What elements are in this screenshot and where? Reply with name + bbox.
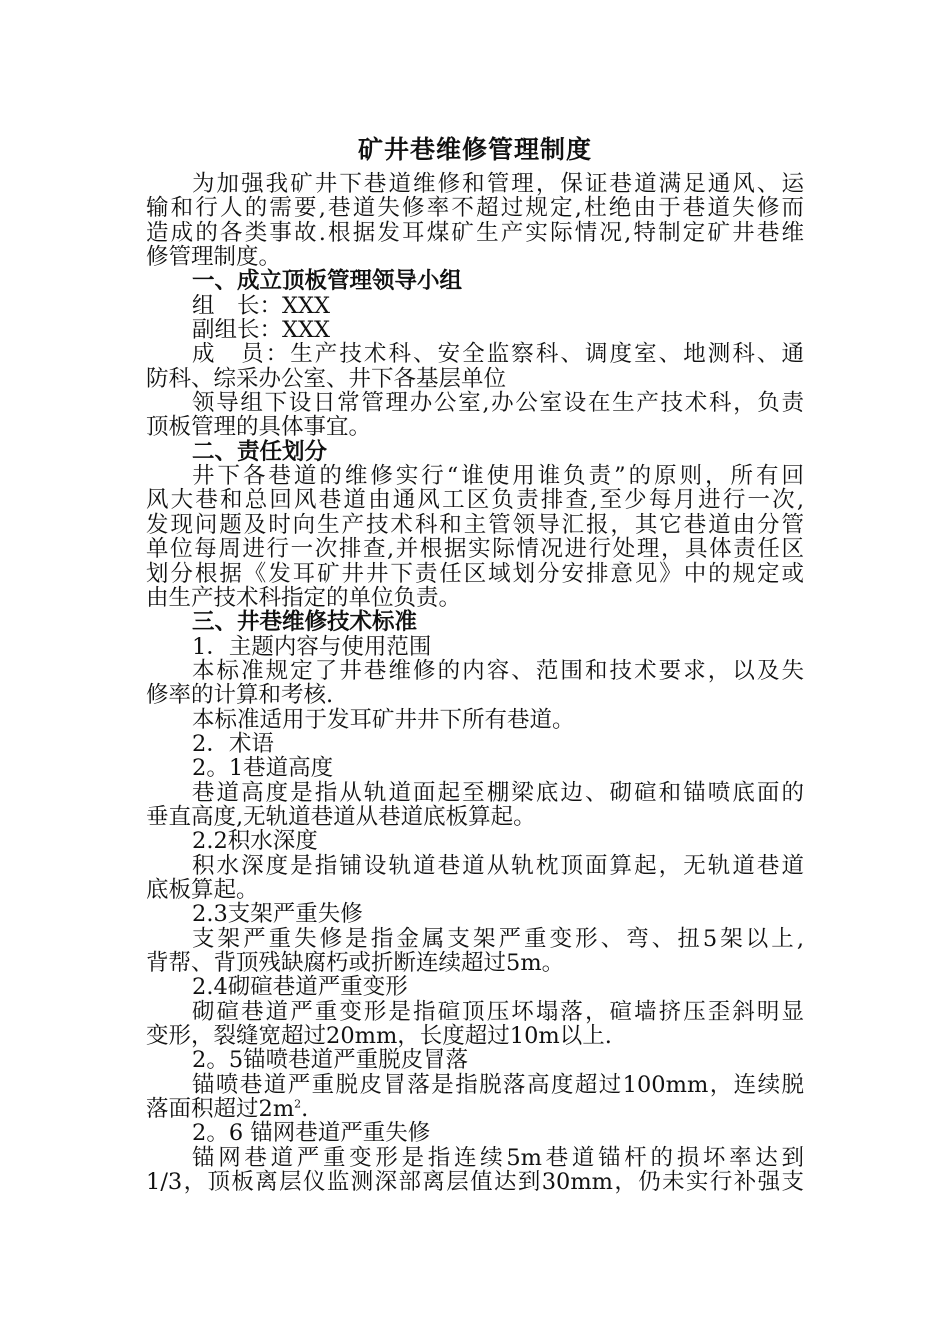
text-line: 变形，裂缝宽超过20mm，长度超过10m以上.: [146, 1023, 612, 1050]
text-line: 背帮、背顶残缺腐朽或折断连续超过5m。: [146, 950, 565, 976]
text-line: 顶板管理的具体事宜。: [146, 414, 372, 441]
text-line: 单位每周进行一次排查,并根据实际情况进行处理，具体责任区: [146, 536, 804, 563]
text-line: 造成的各类事故.根据发耳煤矿生产实际情况,特制定矿井巷维: [146, 219, 804, 246]
responsibility-paragraph: [146, 464, 804, 610]
text-line: 锚网巷道严重变形是指连续5m巷道锚杆的损坏率达到: [192, 1144, 804, 1171]
scope-apply: 本标准适用于发耳矿井井下所有巷道。: [192, 706, 575, 733]
text-line: 风大巷和总回风巷道由通风工区负责排查,至少每月进行一次,: [146, 487, 804, 514]
text-line: 为加强我矿井下巷道维修和管理，保证巷道满足通风、运: [192, 171, 804, 197]
text-line: 积水深度是指铺设轨道巷道从轨枕顶面算起，无轨道巷道: [192, 852, 804, 879]
term-definition: [146, 1000, 804, 1049]
term-title: 2。1巷道高度: [192, 755, 334, 782]
section-heading-1: 一、成立顶板管理领导小组: [192, 268, 463, 295]
text-line: 防科、综采办公室、井下各基层单位: [146, 365, 507, 392]
intro-paragraph: [146, 172, 804, 269]
group-leader: 组 长：XXX: [192, 292, 331, 319]
text-line: 修率的计算和考核.: [146, 682, 334, 709]
term-definition: [146, 1146, 804, 1195]
section-heading-3: 三、井巷维修技术标准: [192, 609, 418, 636]
text-line: 划分根据《发耳矿井井下责任区域划分安排意见》中的规定或: [146, 560, 804, 587]
text-line: [146, 1097, 804, 1121]
superscript: 2: [294, 1097, 302, 1111]
text-line: 成 员：生产技术科、安全监察科、调度室、地测科、通: [192, 341, 804, 368]
section-heading-2: 二、责任划分: [192, 438, 328, 465]
text-line: 锚喷巷道严重脱皮冒落是指脱落高度超过100mm，连续脱: [192, 1071, 804, 1098]
text-line: 发现问题及时向生产技术科和主管领导汇报，其它巷道由分管: [146, 511, 804, 538]
group-members: [146, 342, 804, 391]
text-line: 领导组下设日常管理办公室,办公室设在生产技术科，负责: [192, 390, 804, 417]
office-paragraph: [146, 391, 804, 440]
term-definition: [146, 1073, 804, 1122]
term-title: 2。5锚喷巷道严重脱皮冒落: [192, 1047, 469, 1074]
text-line: 输和行人的需要,巷道失修率不超过规定,杜绝由于巷道失修而: [146, 195, 804, 222]
text-line: 井下各巷道的维修实行“谁使用谁负责”的原则，所有回: [192, 463, 804, 490]
term-definition: [146, 854, 804, 903]
text-line: 修管理制度。: [146, 244, 282, 271]
document-page: [146, 128, 804, 1194]
subsection-title: 1．主题内容与使用范围: [192, 633, 432, 660]
text-line: 垂直高度,无轨道巷道从巷道底板算起。: [146, 803, 536, 830]
text-line: 支架严重失修是指金属支架严重变形、弯、扭5架以上,: [192, 925, 804, 952]
scope-paragraph: [146, 659, 804, 708]
term-definition: [146, 927, 804, 976]
text-fragment: 落面积超过2m: [146, 1096, 295, 1123]
text-fragment: .: [301, 1096, 309, 1123]
document-title: 矿井巷维修管理制度: [357, 135, 592, 164]
text-line: 底板算起。: [146, 876, 259, 903]
text-line: 本标准规定了井巷维修的内容、范围和技术要求，以及失: [192, 657, 804, 684]
text-line: 砌碹巷道严重变形是指碹顶压坏塌落，碹墙挤压歪斜明显: [192, 998, 804, 1025]
deputy-leader: 副组长：XXX: [192, 317, 331, 344]
text-line: 巷道高度是指从轨道面起至棚梁底边、砌碹和锚喷底面的: [192, 779, 804, 806]
text-line: 由生产技术科指定的单位负责。: [146, 584, 462, 611]
term-definition: [146, 781, 804, 830]
term-title: 2.3支架严重失修: [192, 901, 363, 928]
subsection-title: 2．术语: [192, 730, 274, 757]
term-title: 2。6 锚网巷道严重失修: [192, 1120, 431, 1147]
text-line: 1/3，顶板离层仪监测深部离层值达到30mm，仍未实行补强支: [146, 1169, 804, 1196]
term-title: 2.4砌碹巷道严重变形: [192, 974, 408, 1001]
term-title: 2.2积水深度: [192, 828, 318, 855]
